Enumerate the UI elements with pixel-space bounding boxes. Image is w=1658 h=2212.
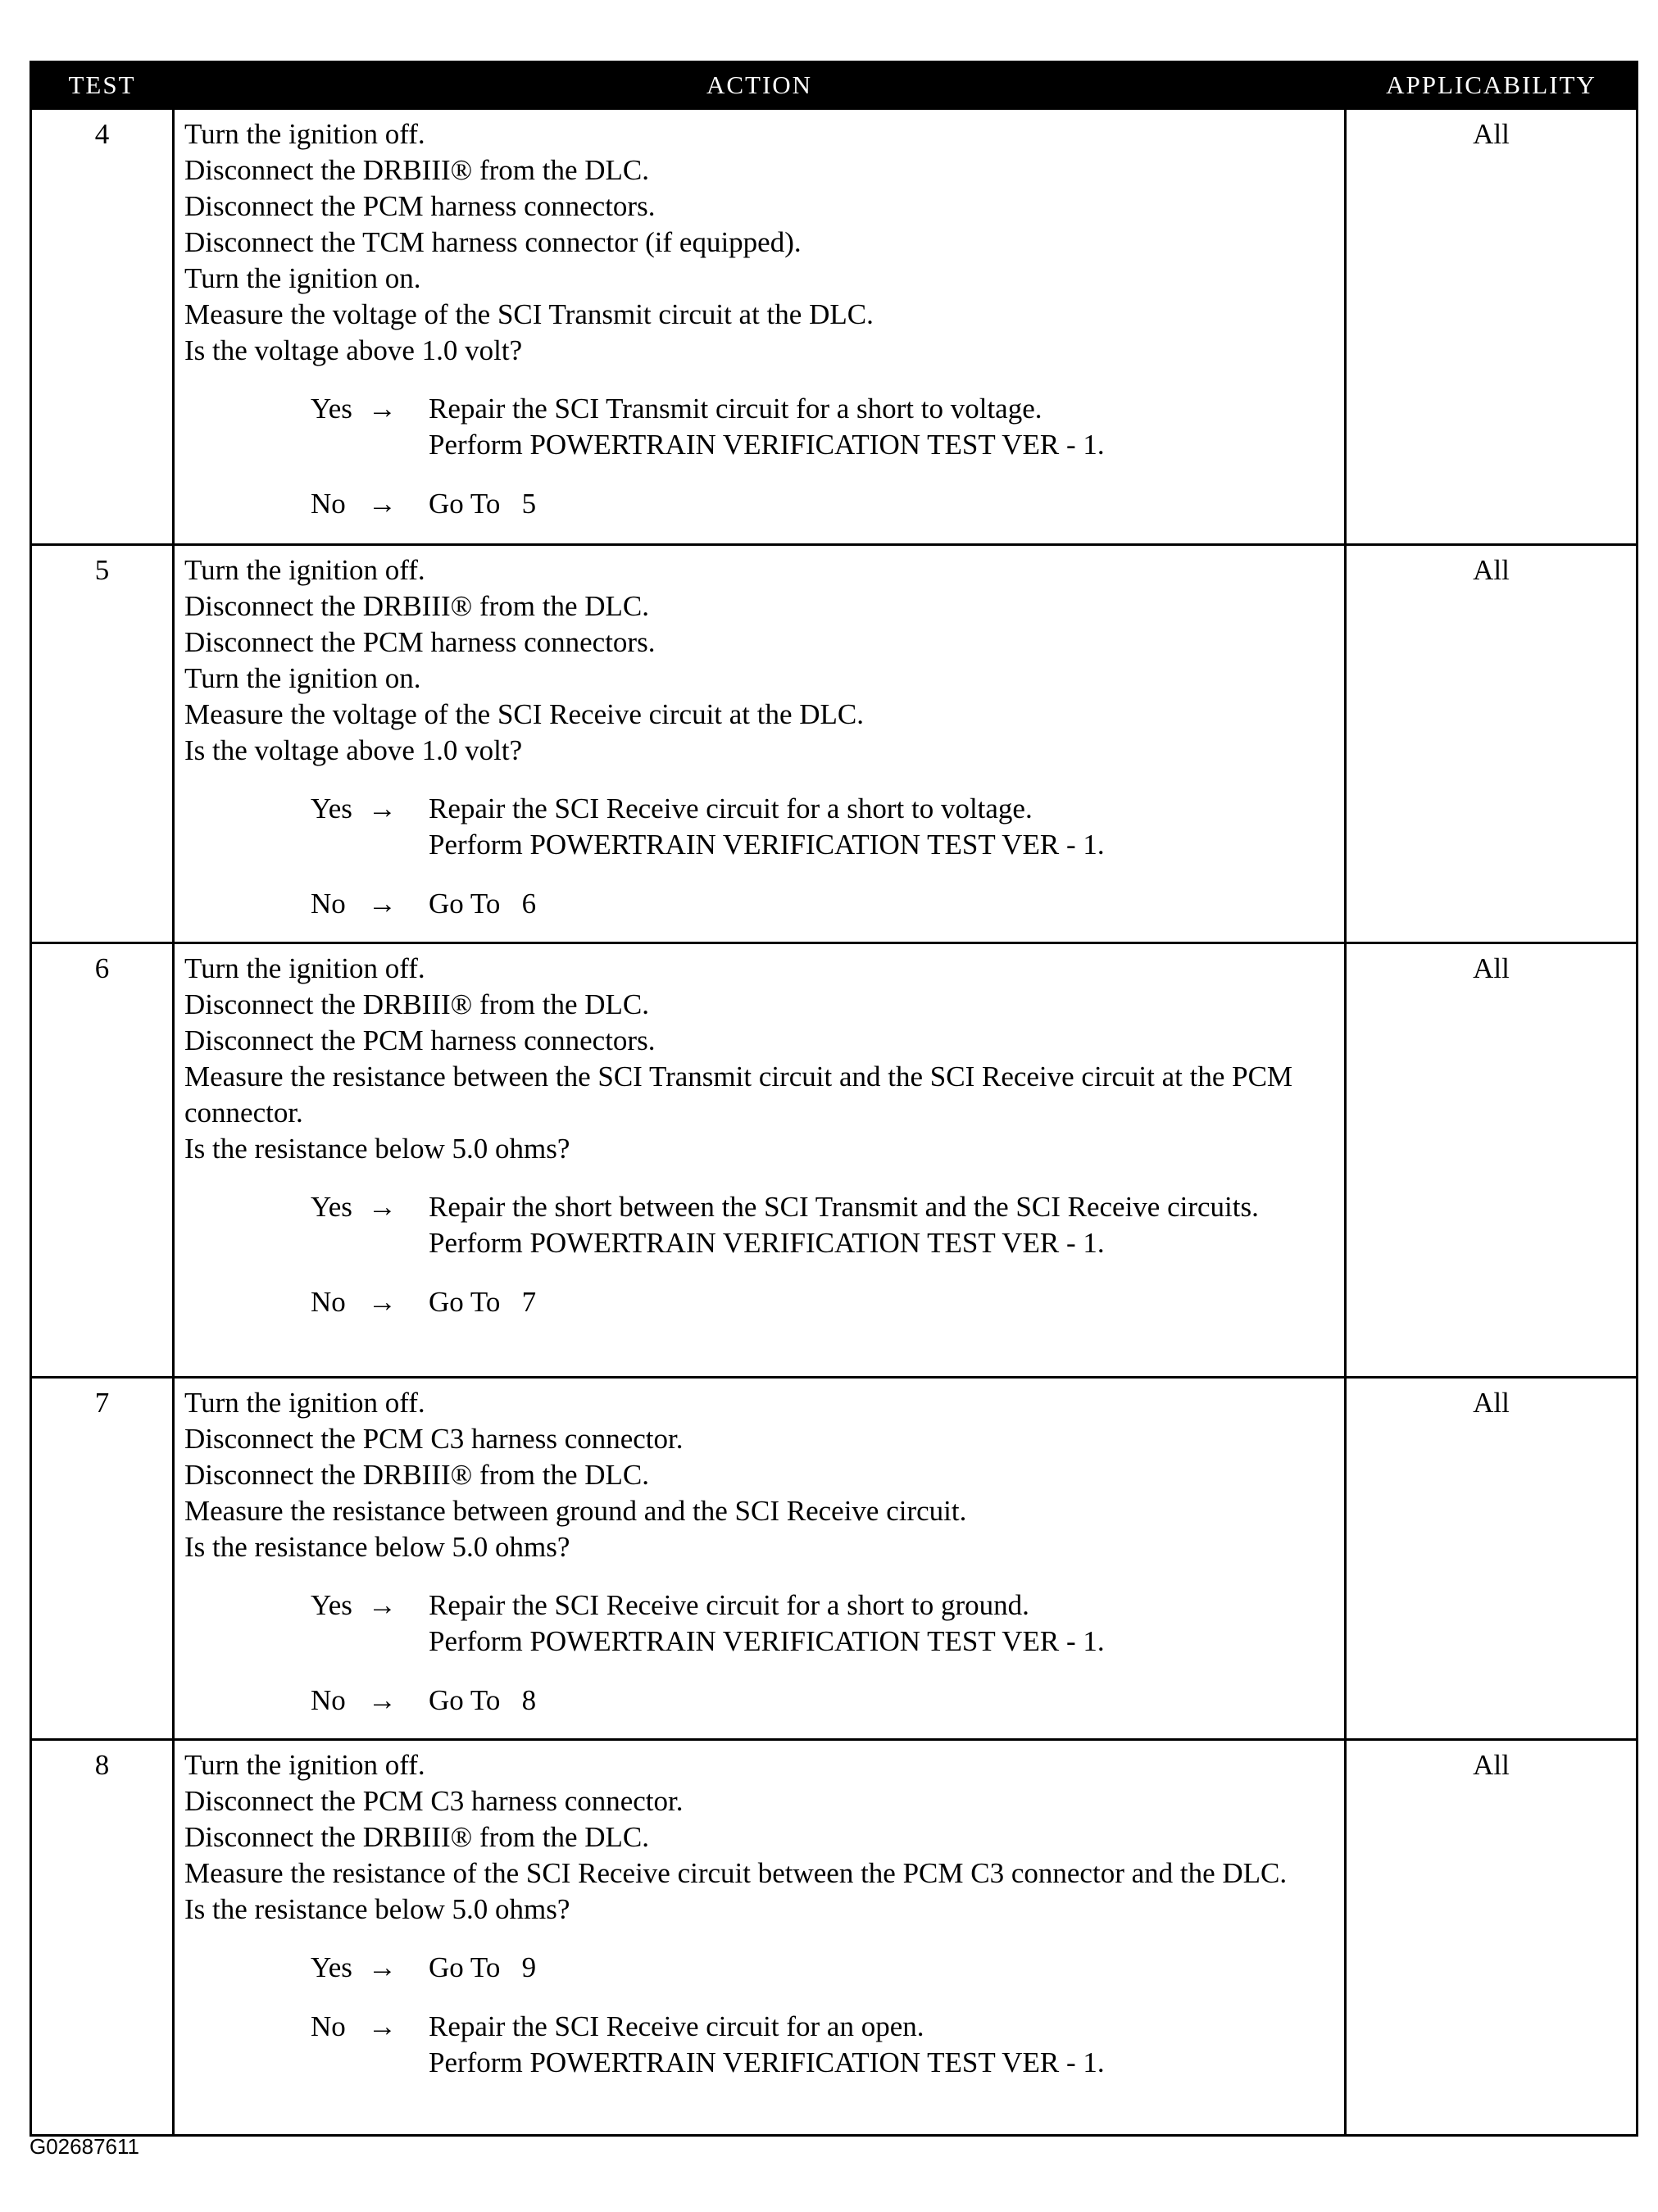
yes-label: Yes	[311, 793, 352, 824]
no-result	[184, 1683, 1336, 1719]
arrow-right-icon: →	[368, 2010, 397, 2042]
no-result	[184, 2009, 1336, 2081]
arrow-right-icon: →	[368, 793, 397, 824]
action-cell	[174, 943, 1346, 1378]
action-step: Disconnect the DRBIII® from the DLC.	[184, 590, 650, 622]
table-row	[31, 943, 1638, 1378]
yes-result-line: Go To 9	[429, 1951, 537, 1983]
action-cell	[174, 1378, 1346, 1740]
arrow-right-icon: →	[368, 1589, 397, 1621]
yes-label: Yes	[311, 1191, 352, 1223]
action-cell	[174, 109, 1346, 545]
yes-result	[184, 391, 1336, 463]
arrow-right-icon: →	[368, 488, 397, 520]
no-result-line: Go To 6	[429, 888, 537, 920]
no-label: No	[311, 888, 346, 920]
action-step: Turn the ignition on.	[184, 662, 421, 694]
arrow-right-icon: →	[368, 1286, 397, 1318]
yes-result-line: Repair the SCI Transmit circuit for a short to voltage.	[429, 393, 1042, 425]
action-step: Disconnect the DRBIII® from the DLC.	[184, 1821, 650, 1853]
no-result-line: Perform POWERTRAIN VERIFICATION TEST VER - 1.	[429, 2046, 1105, 2078]
arrow-right-icon: →	[368, 393, 397, 425]
no-result-line: Go To 7	[429, 1286, 537, 1318]
action-step: Measure the resistance of the SCI Receive circuit between the PCM C3 connector and the DLC.	[184, 1857, 1288, 1889]
action-step: Disconnect the DRBIII® from the DLC.	[184, 1459, 650, 1491]
header-action: ACTION	[174, 62, 1346, 109]
table-row	[31, 1378, 1638, 1740]
action-step: Disconnect the PCM harness connectors.	[184, 1024, 656, 1056]
arrow-right-icon: →	[368, 1951, 397, 1983]
applicability-value: All	[1346, 1378, 1638, 1740]
yes-result	[184, 1189, 1336, 1261]
header-test: TEST	[31, 62, 174, 109]
action-step: Turn the ignition off.	[184, 952, 425, 984]
action-step: Is the resistance below 5.0 ohms?	[184, 1133, 570, 1165]
action-step: Disconnect the PCM harness connectors.	[184, 190, 656, 222]
action-step: Is the voltage above 1.0 volt?	[184, 734, 523, 766]
no-label: No	[311, 2010, 346, 2042]
action-step: Turn the ignition off.	[184, 118, 425, 150]
action-step: Turn the ignition off.	[184, 1387, 425, 1419]
yes-label: Yes	[311, 1589, 352, 1621]
yes-result-line: Perform POWERTRAIN VERIFICATION TEST VER - 1.	[429, 829, 1105, 861]
action-step: Disconnect the DRBIII® from the DLC.	[184, 154, 650, 186]
no-result-line: Go To 8	[429, 1684, 537, 1716]
action-step: Is the resistance below 5.0 ohms?	[184, 1893, 570, 1925]
figure-code: G02687611	[30, 2134, 139, 2159]
action-step: Is the voltage above 1.0 volt?	[184, 334, 523, 366]
no-label: No	[311, 1684, 346, 1716]
yes-result-line: Repair the short between the SCI Transmit and the SCI Receive circuits.	[429, 1191, 1259, 1223]
table-body	[31, 109, 1638, 2136]
header-applicability: APPLICABILITY	[1346, 62, 1638, 109]
action-step: Disconnect the TCM harness connector (if equipped).	[184, 226, 802, 258]
arrow-right-icon: →	[368, 888, 397, 920]
no-result	[184, 1284, 1336, 1320]
applicability-value: All	[1346, 1740, 1638, 2136]
action-step: Turn the ignition on.	[184, 262, 421, 294]
test-number: 5	[31, 545, 174, 943]
diagnostic-test-table	[30, 61, 1638, 2137]
action-step: Turn the ignition off.	[184, 554, 425, 586]
action-step: Measure the voltage of the SCI Transmit circuit at the DLC.	[184, 298, 874, 330]
arrow-right-icon: →	[368, 1191, 397, 1223]
no-result	[184, 886, 1336, 922]
yes-result	[184, 1587, 1336, 1660]
yes-result-line: Perform POWERTRAIN VERIFICATION TEST VER - 1.	[429, 429, 1105, 461]
diagnostic-page	[30, 61, 1636, 2137]
no-result	[184, 486, 1336, 522]
action-step: Turn the ignition off.	[184, 1749, 425, 1781]
action-step: Disconnect the PCM C3 harness connector.	[184, 1423, 684, 1455]
action-step: Is the resistance below 5.0 ohms?	[184, 1531, 570, 1563]
table-row	[31, 545, 1638, 943]
yes-label: Yes	[311, 1951, 352, 1983]
arrow-right-icon: →	[368, 1684, 397, 1716]
applicability-value: All	[1346, 109, 1638, 545]
yes-result-line: Repair the SCI Receive circuit for a short to ground.	[429, 1589, 1029, 1621]
no-label: No	[311, 488, 346, 520]
action-step: Disconnect the DRBIII® from the DLC.	[184, 988, 650, 1020]
action-step: Measure the resistance between the SCI Transmit circuit and the SCI Receive circuit at the PCM connector.	[184, 1061, 1293, 1129]
test-number: 8	[31, 1740, 174, 2136]
test-number: 4	[31, 109, 174, 545]
action-step: Disconnect the PCM C3 harness connector.	[184, 1785, 684, 1817]
yes-result-line: Perform POWERTRAIN VERIFICATION TEST VER - 1.	[429, 1625, 1105, 1657]
action-cell	[174, 545, 1346, 943]
no-label: No	[311, 1286, 346, 1318]
test-number: 7	[31, 1378, 174, 1740]
yes-result-line: Perform POWERTRAIN VERIFICATION TEST VER - 1.	[429, 1227, 1105, 1259]
yes-result	[184, 791, 1336, 863]
action-step: Disconnect the PCM harness connectors.	[184, 626, 656, 658]
action-step: Measure the resistance between ground and the SCI Receive circuit.	[184, 1495, 967, 1527]
applicability-value: All	[1346, 943, 1638, 1378]
yes-result-line: Repair the SCI Receive circuit for a short to voltage.	[429, 793, 1033, 824]
table-row	[31, 1740, 1638, 2136]
yes-result	[184, 1950, 1336, 1986]
action-cell	[174, 1740, 1346, 2136]
applicability-value: All	[1346, 545, 1638, 943]
table-header-row	[31, 62, 1638, 109]
no-result-line: Repair the SCI Receive circuit for an open.	[429, 2010, 924, 2042]
no-result-line: Go To 5	[429, 488, 537, 520]
yes-label: Yes	[311, 393, 352, 425]
test-number: 6	[31, 943, 174, 1378]
action-step: Measure the voltage of the SCI Receive circuit at the DLC.	[184, 698, 865, 730]
table-row	[31, 109, 1638, 545]
